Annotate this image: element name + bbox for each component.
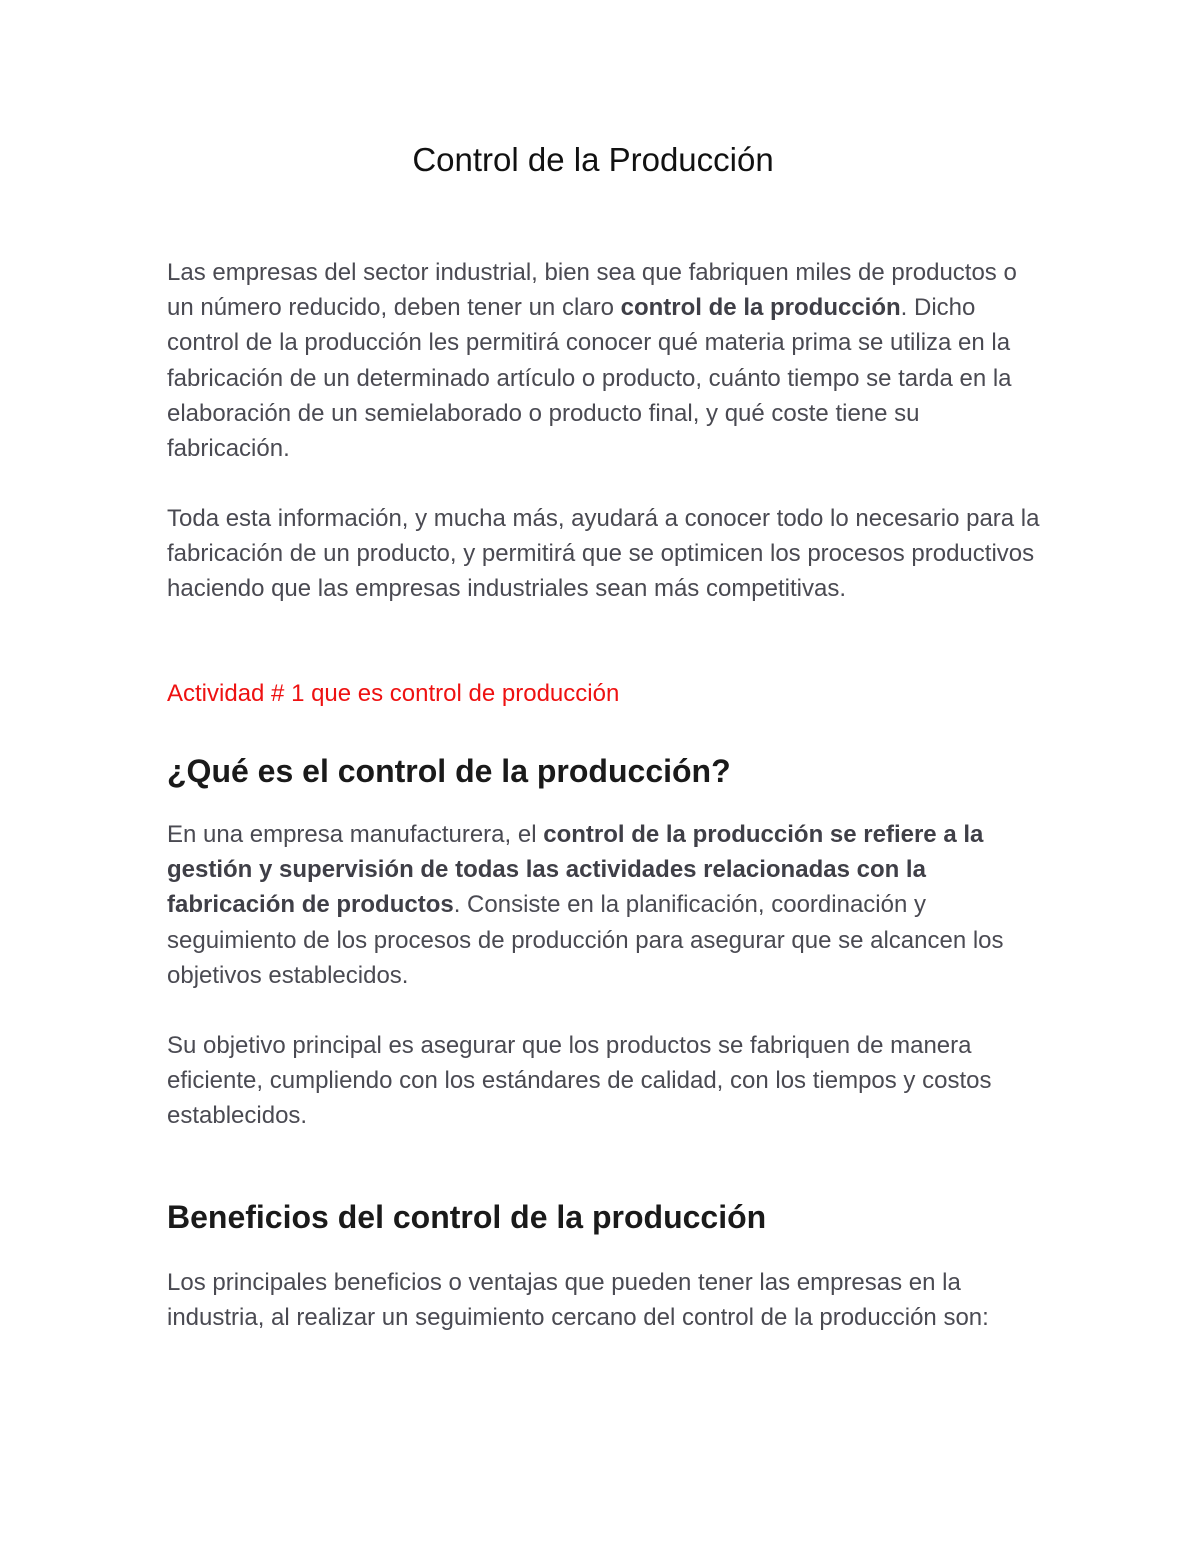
paragraph-intro-text-2: . Dicho control de la producción les permitirá conocer qué materia prima se utiliza en la fabricación de un determinado artículo o producto, cuánto tiempo se tarda en la elaboración de un semielaborado o producto final, y qué coste tiene su fabricación. [167, 294, 1012, 463]
paragraph-definition [167, 817, 1047, 993]
paragraph-definition-bold: control de la producción se refiere a la gestión y supervisión de todas las actividades relacionadas con la fabricación de productos [167, 821, 984, 919]
paragraph-intro-bold: control de la producción [620, 294, 901, 322]
activity-label: Actividad # 1 que es control de producción [167, 680, 620, 707]
paragraph-intro [167, 255, 1047, 466]
heading-benefits: Beneficios del control de la producción [167, 1199, 767, 1235]
paragraph-benefits-intro: Los principales beneficios o ventajas que pueden tener las empresas en la industria, al realizar un seguimiento cercano del control de la producción son: [167, 1269, 989, 1332]
paragraph-objective: Su objetivo principal es asegurar que los productos se fabriquen de manera eficiente, cumpliendo con los estándares de calidad, con los tiempos y costos establecidos. [167, 1032, 992, 1130]
heading-what-is: ¿Qué es el control de la producción? [167, 753, 731, 789]
paragraph-information: Toda esta información, y mucha más, ayudará a conocer todo lo necesario para la fabricación de un producto, y permitirá que se optimicen los procesos productivos haciendo que las empresas industriales sean más competitivas. [167, 505, 1040, 603]
paragraph-intro-text-1: Las empresas del sector industrial, bien sea que fabriquen miles de productos o un número reducido, deben tener un claro [167, 259, 1017, 322]
document-title: Control de la Producción [412, 141, 774, 178]
paragraph-definition-text-1: En una empresa manufacturera, el [167, 821, 544, 848]
paragraph-definition-text-2: . Consiste en la planificación, coordinación y seguimiento de los procesos de producción para asegurar que se alcancen los objetivos establecidos. [167, 891, 1004, 989]
